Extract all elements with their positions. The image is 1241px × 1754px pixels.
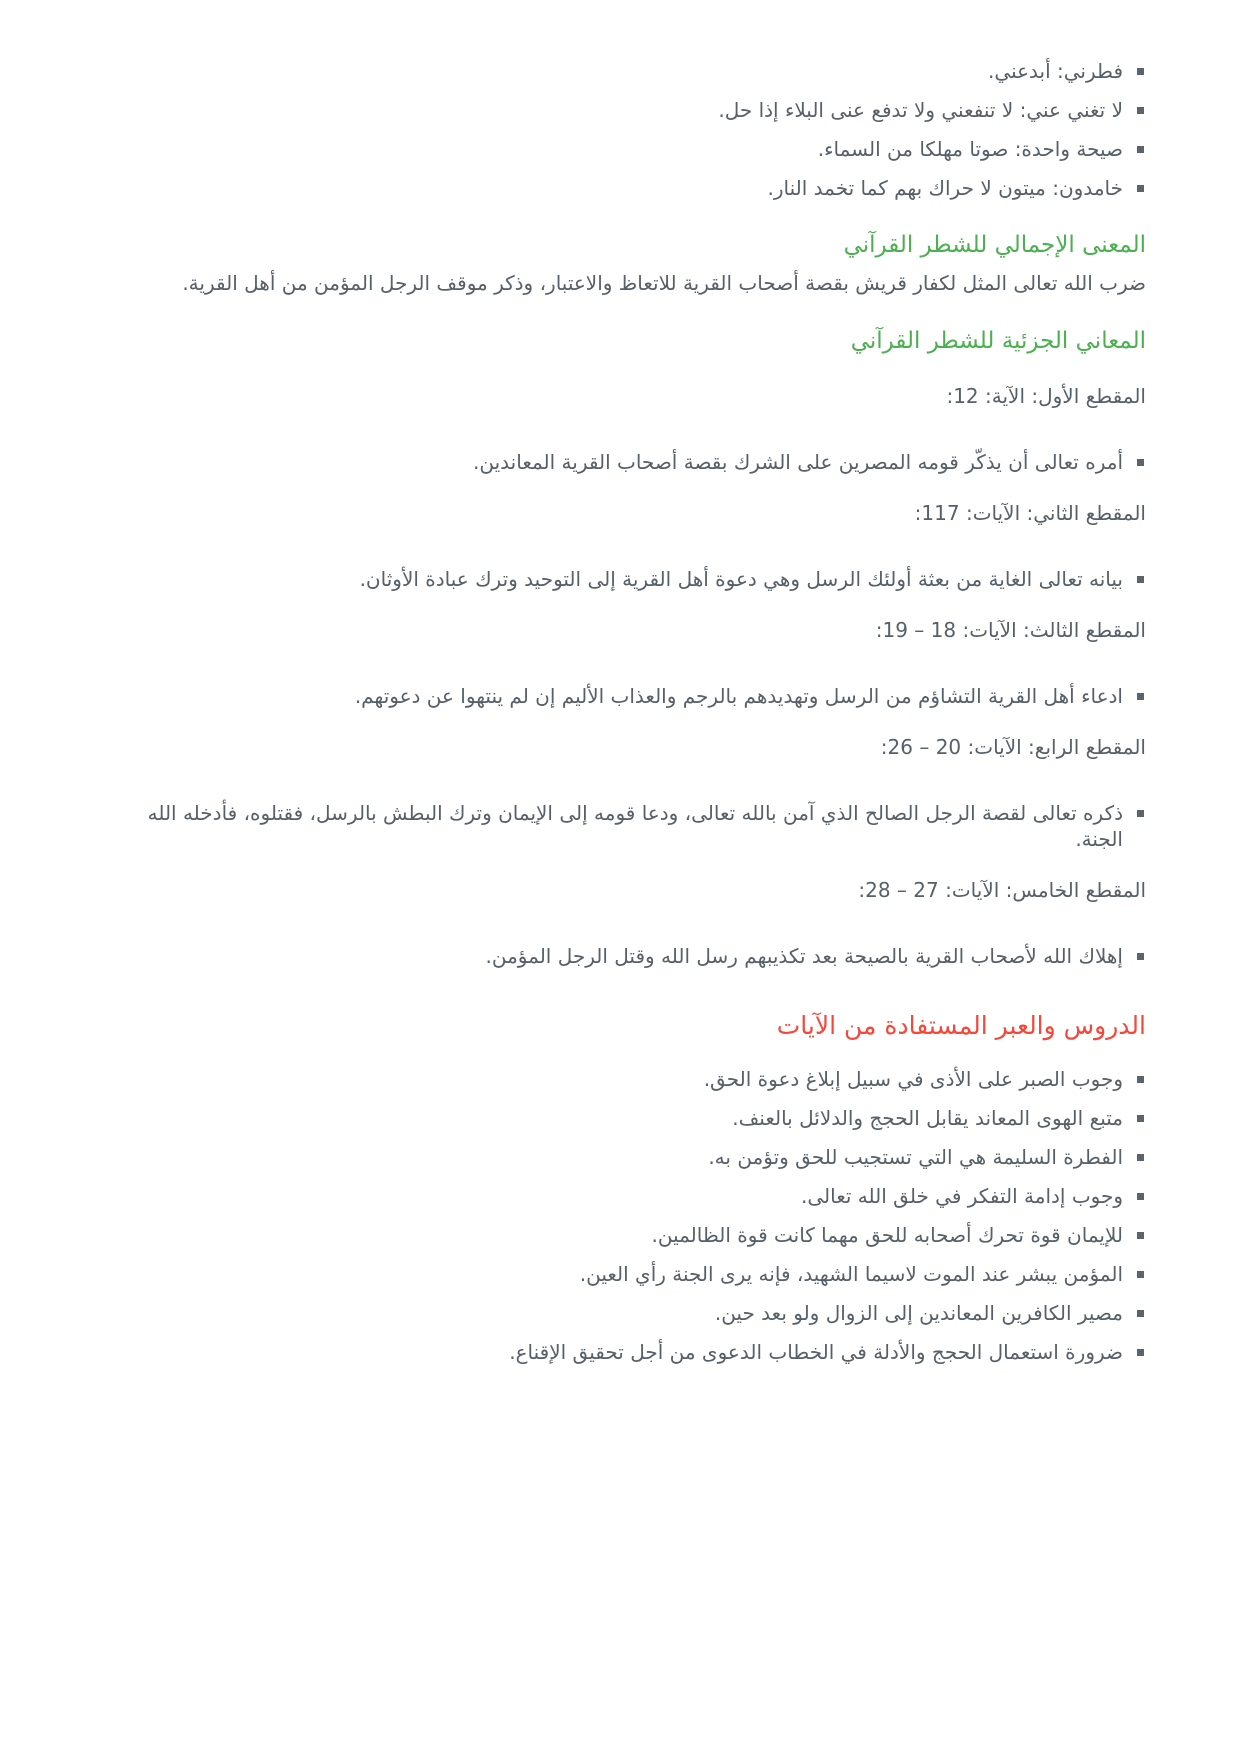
passage-label: المقطع الثاني: الآيات: 117: [914,501,1146,525]
passage-point [95,800,1146,852]
glossary-item [95,130,1146,169]
passage-point [95,683,1146,709]
passage-label: المقطع الرابع: الآيات: 20 – 26: [880,735,1146,759]
bullet-square-icon [1137,1193,1144,1200]
bullet-square-icon [1137,1349,1144,1356]
bullet-square-icon [1137,107,1144,114]
bullet-square-icon [1137,576,1144,583]
glossary-item [95,169,1146,208]
lesson-item-text: ضرورة استعمال الحجج والأدلة في الخطاب الدعوى من أجل تحقيق الإقناع. [509,1340,1123,1364]
passage-point-text: ادعاء أهل القرية التشاؤم من الرسل وتهديدهم بالرجم والعذاب الأليم إن لم ينتهوا عن دعوتهم. [354,684,1123,708]
partial-meanings-heading: المعاني الجزئية للشطر القرآني [850,328,1146,354]
passage-label: المقطع الخامس: الآيات: 27 – 28: [858,878,1146,902]
lesson-item-text: وجوب الصبر على الأذى في سبيل إبلاغ دعوة الحق. [703,1067,1123,1091]
bullet-square-icon [1137,459,1144,466]
bullet-square-icon [1137,693,1144,700]
lessons-list [95,1060,1146,1372]
overall-meaning-paragraph: ضرب الله تعالى المثل لكفار قريش بقصة أصحاب القرية للاتعاظ والاعتبار، وذكر موقف الرجل المؤمن من أهل القرية. [182,271,1146,295]
bullet-square-icon [1137,953,1144,960]
passage-point-text: ذكره تعالى لقصة الرجل الصالح الذي آمن بالله تعالى، ودعا قومه إلى الإيمان وترك البطش بالرسل، فقتلوه، فأدخله الله الجنة. [147,801,1123,851]
lesson-item [95,1138,1146,1177]
glossary-item-text: فطرني: أبدعني. [988,59,1123,83]
lessons-heading: الدروس والعبر المستفادة من الآيات [776,1011,1146,1040]
glossary-item [95,91,1146,130]
lesson-item [95,1099,1146,1138]
bullet-square-icon [1137,146,1144,153]
bullet-square-icon [1137,1154,1144,1161]
passage-label: المقطع الثالث: الآيات: 18 – 19: [875,618,1146,642]
passage-point [95,566,1146,592]
lesson-item-text: متبع الهوى المعاند يقابل الحجج والدلائل بالعنف. [732,1106,1123,1130]
bullet-square-icon [1137,68,1144,75]
lesson-item [95,1060,1146,1099]
glossary-list [95,52,1146,208]
lesson-item-text: مصير الكافرين المعاندين إلى الزوال ولو بعد حين. [714,1301,1123,1325]
glossary-item [95,52,1146,91]
lesson-item [95,1294,1146,1333]
lesson-item-text: المؤمن يبشر عند الموت لاسيما الشهيد، فإنه يرى الجنة رأي العين. [579,1262,1123,1286]
passage-point-text: أمره تعالى أن يذكّر قومه المصرين على الشرك بقصة أصحاب القرية المعاندين. [473,450,1123,474]
passage-point [95,449,1146,475]
bullet-square-icon [1137,1271,1144,1278]
lesson-item [95,1255,1146,1294]
lesson-item [95,1333,1146,1372]
bullet-square-icon [1137,1115,1144,1122]
lesson-item [95,1177,1146,1216]
glossary-item-text: صيحة واحدة: صوتا مهلكا من السماء. [817,137,1123,161]
lesson-item-text: للإيمان قوة تحرك أصحابه للحق مهما كانت قوة الظالمين. [651,1223,1123,1247]
overall-meaning-heading: المعنى الإجمالي للشطر القرآني [843,232,1146,258]
passage-label: المقطع الأول: الآية: 12: [946,384,1146,408]
lesson-item-text: وجوب إدامة التفكر في خلق الله تعالى. [801,1184,1123,1208]
bullet-square-icon [1137,185,1144,192]
passage-point-text: بيانه تعالى الغاية من بعثة أولئك الرسل وهي دعوة أهل القرية إلى التوحيد وترك عبادة الأوثان. [359,567,1123,591]
lesson-item-text: الفطرة السليمة هي التي تستجيب للحق وتؤمن به. [708,1145,1123,1169]
bullet-square-icon [1137,810,1144,817]
bullet-square-icon [1137,1310,1144,1317]
bullet-square-icon [1137,1232,1144,1239]
glossary-item-text: لا تغني عني: لا تنفعني ولا تدفع عنى البلاء إذا حل. [718,98,1123,122]
passage-point [95,943,1146,969]
passage-point-text: إهلاك الله لأصحاب القرية بالصيحة بعد تكذيبهم رسل الله وقتل الرجل المؤمن. [485,944,1123,968]
glossary-item-text: خامدون: ميتون لا حراك بهم كما تخمد النار. [767,176,1123,200]
bullet-square-icon [1137,1076,1144,1083]
lesson-item [95,1216,1146,1255]
